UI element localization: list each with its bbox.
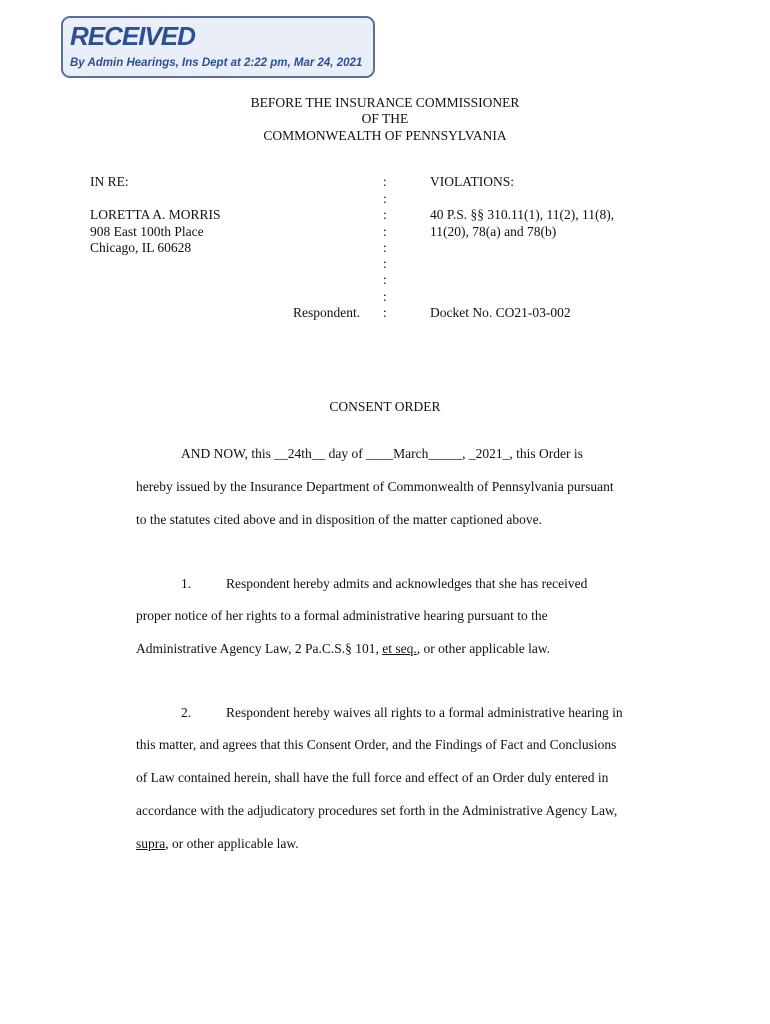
- intro-line-1: [181, 446, 583, 462]
- para-1-line-3: [136, 641, 550, 657]
- intro-mid-1: day of: [325, 446, 367, 461]
- para-1-line-3-pre: Administrative Agency Law, 2 Pa.C.S.§ 101,: [136, 641, 383, 656]
- received-stamp: [61, 16, 375, 78]
- stamp-title: RECEIVED: [70, 21, 195, 51]
- para-1-line-1: Respondent hereby admits and acknowledges that she has received: [226, 576, 588, 591]
- respondent-label: Respondent.: [293, 305, 361, 320]
- para-2-line-2: this matter, and agrees that this Consent Order, and the Findings of Fact and Conclusions: [136, 737, 617, 752]
- intro-year: _2021_: [468, 446, 510, 461]
- para-2-line-3: of Law contained herein, shall have the full force and effect of an Order duly entered in: [136, 770, 609, 785]
- violations-line-2: 11(20), 78(a) and 78(b): [430, 224, 557, 239]
- docket-number: Docket No. CO21-03-002: [430, 305, 571, 320]
- caption-colon: :: [383, 224, 387, 239]
- para-2-line-1: Respondent hereby waives all rights to a formal administrative hearing in: [226, 705, 623, 720]
- intro-post: , this Order is: [509, 446, 583, 461]
- respondent-address-1: 908 East 100th Place: [90, 224, 204, 239]
- heading-line-1: BEFORE THE INSURANCE COMMISSIONER: [250, 95, 520, 110]
- document-title: CONSENT ORDER: [329, 399, 441, 414]
- violations-label: VIOLATIONS:: [430, 174, 514, 189]
- intro-pre: AND NOW, this: [181, 446, 275, 461]
- stamp-subtitle: By Admin Hearings, Ins Dept at 2:22 pm, Mar 24, 2021: [70, 57, 363, 69]
- intro-line-2: hereby issued by the Insurance Department of Commonwealth of Pennsylvania pursuant: [136, 479, 614, 494]
- para-1-line-3-post: , or other applicable law.: [416, 641, 551, 656]
- intro-day: __24th__: [274, 446, 326, 461]
- para-1-line-2: proper notice of her rights to a formal administrative hearing pursuant to the: [136, 608, 548, 623]
- caption-colon: :: [383, 240, 387, 255]
- caption-colon: :: [383, 256, 387, 271]
- para-2-line-5-post: , or other applicable law.: [165, 836, 299, 851]
- respondent-address-2: Chicago, IL 60628: [90, 240, 192, 255]
- et-seq-citation: et seq.: [382, 641, 417, 656]
- caption-colon: :: [383, 305, 387, 320]
- para-2-line-5: [136, 836, 299, 852]
- heading-line-2: OF THE: [361, 111, 409, 126]
- intro-mid-2: ,: [462, 446, 469, 461]
- in-re-label: IN RE:: [90, 174, 129, 189]
- supra-citation: supra: [136, 836, 166, 851]
- caption-colon: :: [383, 191, 387, 206]
- violations-line-1: 40 P.S. §§ 310.11(1), 11(2), 11(8),: [430, 207, 615, 222]
- caption-colon: :: [383, 174, 387, 189]
- heading-line-3: COMMONWEALTH OF PENNSYLVANIA: [263, 128, 507, 143]
- para-1-number: 1.: [181, 576, 192, 591]
- caption-colon: :: [383, 289, 387, 304]
- respondent-name: LORETTA A. MORRIS: [90, 207, 221, 222]
- intro-line-3: to the statutes cited above and in disposition of the matter captioned above.: [136, 512, 543, 527]
- para-2-line-4: accordance with the adjudicatory procedures set forth in the Administrative Agency Law,: [136, 803, 618, 818]
- intro-month: ____March_____: [366, 446, 463, 461]
- caption-colon: :: [383, 207, 387, 222]
- caption-colon: :: [383, 272, 387, 287]
- para-2-number: 2.: [181, 705, 192, 720]
